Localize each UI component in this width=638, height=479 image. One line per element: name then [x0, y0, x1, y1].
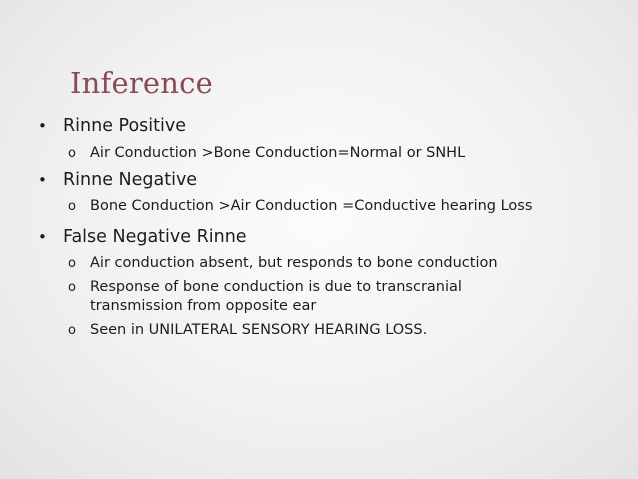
bullet-item	[38, 168, 598, 192]
sub-bullet-list	[68, 197, 558, 216]
sub-bullet-icon: o	[68, 146, 76, 161]
sub-bullet-text: Air Conduction >Bone Conduction=Normal or SNHL	[90, 145, 466, 161]
sub-bullet-item	[68, 321, 568, 340]
sub-bullet-item	[68, 144, 598, 163]
slide-title: Inference	[70, 66, 213, 100]
sub-bullet-icon: o	[68, 199, 76, 214]
sub-bullet-list	[68, 144, 598, 163]
bullet-icon: •	[38, 228, 47, 246]
bullet-icon: •	[38, 171, 47, 189]
sub-bullet-text: Bone Conduction >Air Conduction =Conductive hearing Loss	[90, 198, 533, 214]
bullet-label: Rinne Positive	[63, 116, 186, 136]
sub-bullet-text: Seen in UNILATERAL SENSORY HEARING LOSS.	[90, 322, 428, 338]
sub-bullet-text: Air conduction absent, but responds to bone conduction	[90, 255, 498, 271]
bullet-label: False Negative Rinne	[63, 227, 247, 247]
sub-bullet-item	[68, 254, 568, 273]
bullet-item	[38, 114, 598, 138]
bullet-label: Rinne Negative	[63, 170, 198, 190]
sub-bullet-icon: o	[68, 323, 76, 338]
sub-bullet-item	[68, 197, 558, 216]
bullet-list	[38, 114, 598, 340]
sub-bullet-item	[68, 278, 540, 316]
sub-bullet-list	[68, 254, 568, 340]
sub-bullet-text: Response of bone conduction is due to transcranial transmission from opposite ear	[90, 279, 462, 314]
sub-bullet-icon: o	[68, 256, 76, 271]
sub-bullet-icon: o	[68, 280, 76, 295]
bullet-item	[38, 225, 598, 249]
bullet-icon: •	[38, 117, 47, 135]
